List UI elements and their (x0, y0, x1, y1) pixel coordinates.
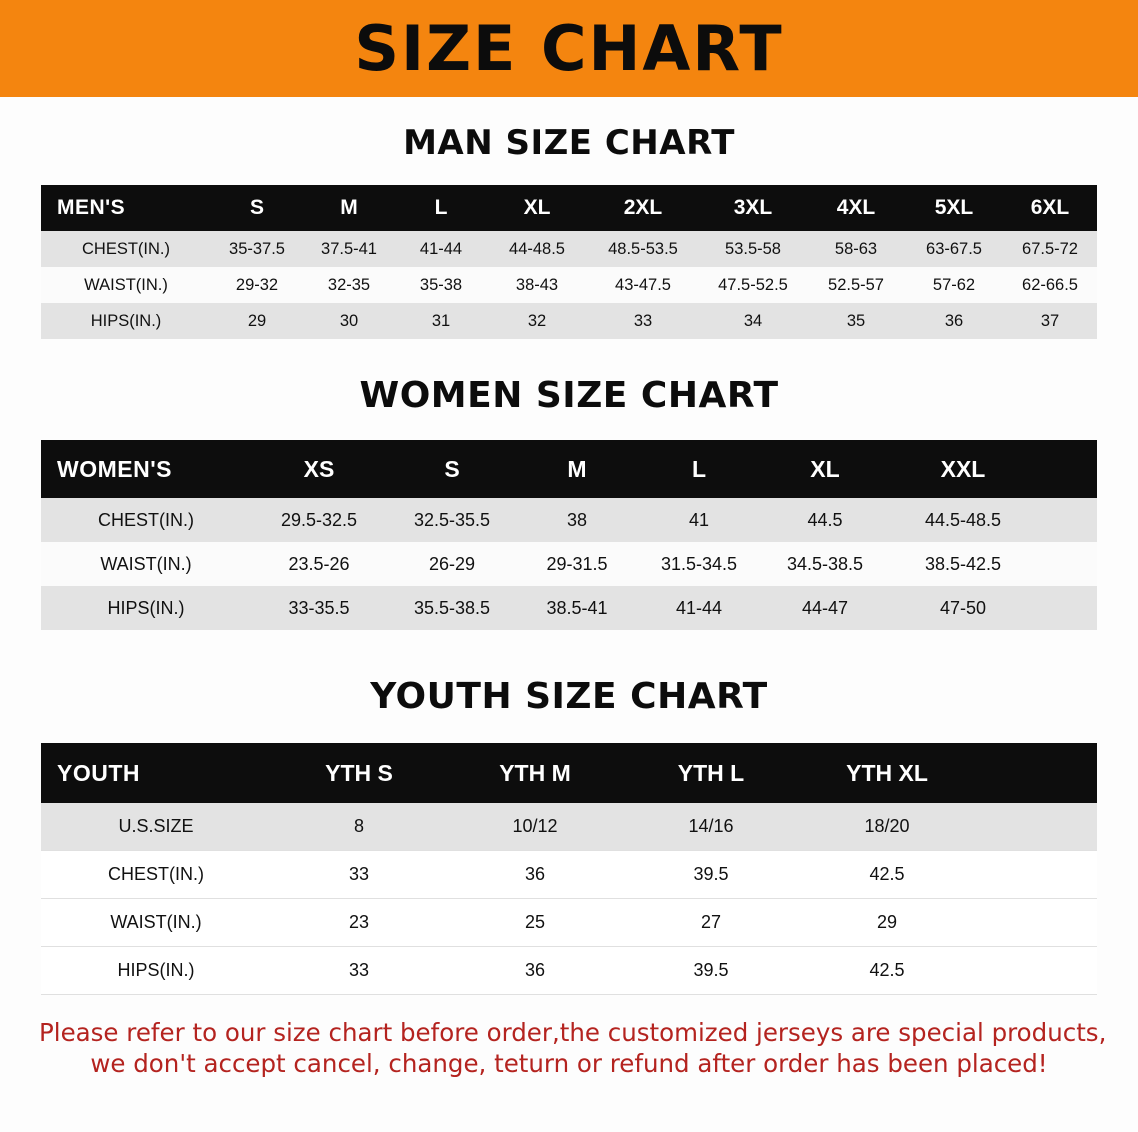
women-header-cell-6: XXL (889, 440, 1037, 498)
women-row-2-cell-2: 38.5-41 (517, 586, 637, 630)
men-header-cell-8: 5XL (905, 185, 1003, 231)
youth-row-1-cell-3: 42.5 (799, 851, 975, 899)
youth-header-cell-2: YTH M (447, 743, 623, 803)
table-row (41, 899, 1097, 947)
youth-row-2-cell-0: 23 (271, 899, 447, 947)
women-header-cell-2: S (387, 440, 517, 498)
table-row (41, 231, 1097, 267)
youth-row-2-label: WAIST(IN.) (41, 899, 271, 947)
men-row-1-cell-5: 47.5-52.5 (699, 267, 807, 303)
women-row-2-label: HIPS(IN.) (41, 586, 251, 630)
youth-header-cell-3: YTH L (623, 743, 799, 803)
youth-header-cell-1: YTH S (271, 743, 447, 803)
men-row-2-cell-5: 34 (699, 303, 807, 339)
man-section-title: MAN SIZE CHART (403, 123, 735, 163)
women-size-table (41, 440, 1097, 630)
youth-row-0-label: U.S.SIZE (41, 803, 271, 851)
men-row-2-cell-3: 32 (487, 303, 587, 339)
women-row-1-cell-3: 31.5-34.5 (637, 542, 761, 586)
men-row-1-cell-8: 62-66.5 (1003, 267, 1097, 303)
men-row-1-cell-6: 52.5-57 (807, 267, 905, 303)
women-row-2-cell-5: 47-50 (889, 586, 1037, 630)
women-row-0-spacer (1037, 498, 1097, 542)
youth-header-spacer (975, 743, 1097, 803)
men-row-0-label: CHEST(IN.) (41, 231, 211, 267)
women-table-header-row (41, 440, 1097, 498)
men-row-1-cell-2: 35-38 (395, 267, 487, 303)
youth-row-2-spacer (975, 899, 1097, 947)
women-header-cell-5: XL (761, 440, 889, 498)
youth-row-1-cell-1: 36 (447, 851, 623, 899)
women-header-cell-4: L (637, 440, 761, 498)
youth-row-2-cell-3: 29 (799, 899, 975, 947)
women-section-title: WOMEN SIZE CHART (359, 375, 779, 416)
women-header-cell-3: M (517, 440, 637, 498)
men-row-0-cell-7: 63-67.5 (905, 231, 1003, 267)
men-row-0-cell-2: 41-44 (395, 231, 487, 267)
table-row (41, 303, 1097, 339)
women-row-2-cell-0: 33-35.5 (251, 586, 387, 630)
youth-row-0-cell-2: 14/16 (623, 803, 799, 851)
youth-header-cell-4: YTH XL (799, 743, 975, 803)
youth-row-3-spacer (975, 947, 1097, 995)
youth-row-0-cell-1: 10/12 (447, 803, 623, 851)
youth-header-cell-0: YOUTH (41, 743, 271, 803)
men-row-2-cell-6: 35 (807, 303, 905, 339)
women-row-0-cell-0: 29.5-32.5 (251, 498, 387, 542)
men-header-cell-7: 4XL (807, 185, 905, 231)
men-row-0-cell-6: 58-63 (807, 231, 905, 267)
disclaimer-line-1: Please refer to our size chart before order,the customized jerseys are special products, (39, 1018, 1107, 1047)
youth-row-3-cell-1: 36 (447, 947, 623, 995)
youth-row-2-cell-1: 25 (447, 899, 623, 947)
youth-row-3-label: HIPS(IN.) (41, 947, 271, 995)
youth-row-1-spacer (975, 851, 1097, 899)
youth-table-header-row (41, 743, 1097, 803)
table-row (41, 542, 1097, 586)
youth-row-2-cell-2: 27 (623, 899, 799, 947)
youth-row-1-cell-2: 39.5 (623, 851, 799, 899)
women-header-cell-1: XS (251, 440, 387, 498)
men-header-cell-5: 2XL (587, 185, 699, 231)
women-row-0-cell-3: 41 (637, 498, 761, 542)
women-row-0-cell-1: 32.5-35.5 (387, 498, 517, 542)
men-size-table (41, 185, 1097, 339)
men-row-2-cell-4: 33 (587, 303, 699, 339)
women-row-0-cell-4: 44.5 (761, 498, 889, 542)
table-row (41, 947, 1097, 995)
men-row-1-cell-1: 32-35 (303, 267, 395, 303)
table-row (41, 803, 1097, 851)
disclaimer-line-2: we don't accept cancel, change, teturn or refund after order has been placed! (90, 1049, 1048, 1079)
men-row-0-cell-1: 37.5-41 (303, 231, 395, 267)
women-row-2-cell-3: 41-44 (637, 586, 761, 630)
table-row (41, 586, 1097, 630)
table-row (41, 498, 1097, 542)
men-table-header-row (41, 185, 1097, 231)
youth-row-3-cell-0: 33 (271, 947, 447, 995)
men-header-cell-9: 6XL (1003, 185, 1097, 231)
women-row-1-cell-0: 23.5-26 (251, 542, 387, 586)
men-row-2-cell-8: 37 (1003, 303, 1097, 339)
youth-row-3-cell-3: 42.5 (799, 947, 975, 995)
women-header-cell-0: WOMEN'S (41, 440, 251, 498)
men-row-2-cell-0: 29 (211, 303, 303, 339)
youth-row-0-cell-0: 8 (271, 803, 447, 851)
men-header-cell-3: L (395, 185, 487, 231)
women-row-1-cell-2: 29-31.5 (517, 542, 637, 586)
men-row-2-label: HIPS(IN.) (41, 303, 211, 339)
men-row-2-cell-1: 30 (303, 303, 395, 339)
men-row-2-cell-7: 36 (905, 303, 1003, 339)
youth-row-0-cell-3: 18/20 (799, 803, 975, 851)
header-banner (0, 0, 1138, 97)
youth-row-1-label: CHEST(IN.) (41, 851, 271, 899)
men-header-cell-6: 3XL (699, 185, 807, 231)
men-row-2-cell-2: 31 (395, 303, 487, 339)
men-row-0-cell-8: 67.5-72 (1003, 231, 1097, 267)
men-row-1-label: WAIST(IN.) (41, 267, 211, 303)
page-title: SIZE CHART (354, 11, 784, 85)
women-header-spacer (1037, 440, 1097, 498)
women-row-1-cell-4: 34.5-38.5 (761, 542, 889, 586)
youth-row-1-cell-0: 33 (271, 851, 447, 899)
women-row-0-cell-2: 38 (517, 498, 637, 542)
men-row-0-cell-0: 35-37.5 (211, 231, 303, 267)
men-row-1-cell-4: 43-47.5 (587, 267, 699, 303)
men-row-0-cell-4: 48.5-53.5 (587, 231, 699, 267)
table-row (41, 851, 1097, 899)
men-row-1-cell-7: 57-62 (905, 267, 1003, 303)
men-row-0-cell-5: 53.5-58 (699, 231, 807, 267)
women-row-1-cell-1: 26-29 (387, 542, 517, 586)
men-row-0-cell-3: 44-48.5 (487, 231, 587, 267)
men-header-cell-4: XL (487, 185, 587, 231)
women-row-1-cell-5: 38.5-42.5 (889, 542, 1037, 586)
youth-row-3-cell-2: 39.5 (623, 947, 799, 995)
men-row-1-cell-3: 38-43 (487, 267, 587, 303)
women-row-2-spacer (1037, 586, 1097, 630)
men-header-cell-1: S (211, 185, 303, 231)
youth-row-0-spacer (975, 803, 1097, 851)
men-header-cell-0: MEN'S (41, 185, 211, 231)
youth-size-table (41, 743, 1097, 995)
table-row (41, 267, 1097, 303)
women-row-1-label: WAIST(IN.) (41, 542, 251, 586)
women-row-1-spacer (1037, 542, 1097, 586)
youth-section-title: YOUTH SIZE CHART (370, 676, 768, 717)
disclaimer-note (39, 1017, 1107, 1080)
women-row-0-cell-5: 44.5-48.5 (889, 498, 1037, 542)
women-row-2-cell-1: 35.5-38.5 (387, 586, 517, 630)
men-header-cell-2: M (303, 185, 395, 231)
women-row-0-label: CHEST(IN.) (41, 498, 251, 542)
women-row-2-cell-4: 44-47 (761, 586, 889, 630)
men-row-1-cell-0: 29-32 (211, 267, 303, 303)
